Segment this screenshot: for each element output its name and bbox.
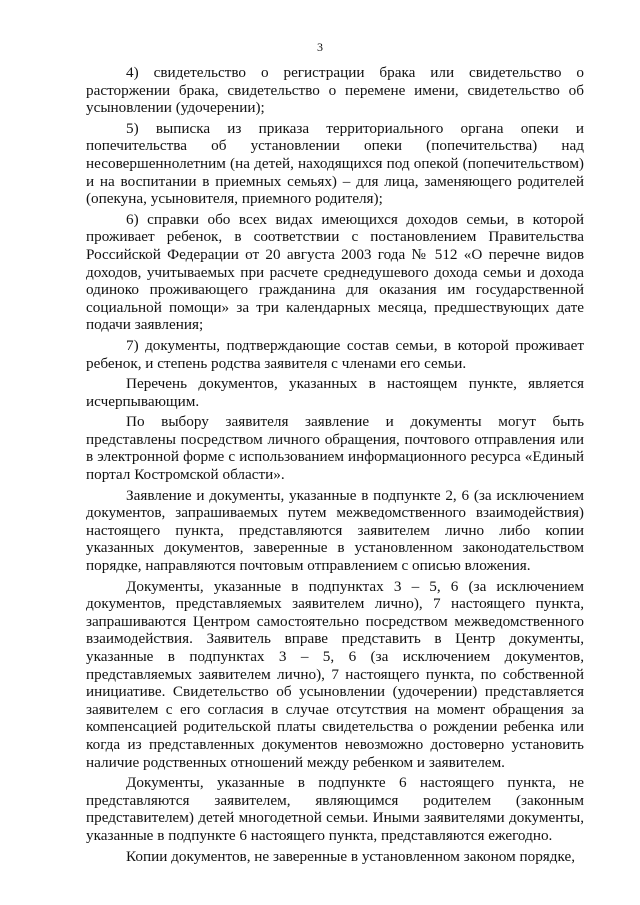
paragraph-interagency-requests: Документы, указанные в подпунктах 3 – 5, 6 (за исключением документов, представляемых заявителем лично), 7 настоящего пункта, запрашиваются Центром самостоятельно посредством межведомственного взаимодействия. Заявитель вправе представить в Центр документы, указанные в подпунктах 3 – 5, 6 (за исключением документов, представляемых заявителем лично), 7 настоящего пункта, по собственной инициативе. Свидетельство об усыновлении (удочерении) представляется заявителем с его согласия в случае отсутствия на момент обращения за компенсацией родительской платы свидетельства о рождении ребенка или когда из представленных документов невозможно достоверно установить наличие родственных отношений между ребенком и заявителем. <box>86 577 584 771</box>
paragraph-exhaustive-list: Перечень документов, указанных в настоящем пункте, является исчерпывающим. <box>86 375 584 410</box>
paragraph-copies-not-certified: Копии документов, не заверенные в установленном законом порядке, <box>126 847 576 865</box>
paragraph-large-family-exemption: Документы, указанные в подпункте 6 настоящего пункта, не представляются заявителем, являющимся родителем (законным представителем) детей многодетной семьи. Иными заявителями документы, указанные в подпункте 6 настоящего пункта, представляются ежегодно. <box>86 774 584 844</box>
paragraph-personal-submission: Заявление и документы, указанные в подпункте 2, 6 (за исключением документов, запрашиваемых путем межведомственного взаимодействия) настоящего пункта, представляются заявителем лично либо копии указанных документов, заверенные в установленном законодательством порядке, направляются почтовым отправлением с описью вложения. <box>86 486 584 575</box>
page-number: 3 <box>317 40 323 54</box>
paragraph-item-5: 5) выписка из приказа территориального органа опеки и попечительства об установлении опеки (попечительства) над несовершеннолетним (на детей, находящихся под опекой (попечительством) и на воспитании в приемных семьях) – для лица, заменяющего родителей (опекуна, усыновителя, приемного родителя); <box>86 119 584 208</box>
paragraph-item-4: 4) свидетельство о регистрации брака или свидетельство о расторжении брака, свидетельство о перемене имени, свидетельство об усыновлении (удочерении); <box>86 64 584 117</box>
paragraph-item-7: 7) документы, подтверждающие состав семьи, в которой проживает ребенок, и степень родства заявителя с членами его семьи. <box>86 336 584 372</box>
document-body <box>86 64 584 868</box>
paragraph-item-6: 6) справки обо всех видах имеющихся доходов семьи, в которой проживает ребенок, в соответствии с постановлением Правительства Российской Федерации от 20 августа 2003 года № 512 «О перечне видов доходов, учитываемых при расчете среднедушевого дохода семьи и дохода одиноко проживающего гражданина для оказания им государственной социальной помощи» за три календарных месяца, предшествующих дате подачи заявления; <box>86 210 584 334</box>
paragraph-submission-methods: По выбору заявителя заявление и документы могут быть представлены посредством личного обращения, почтового отправления или в электронной форме с использованием информационного ресурса «Единый портал Костромской области». <box>86 413 584 484</box>
